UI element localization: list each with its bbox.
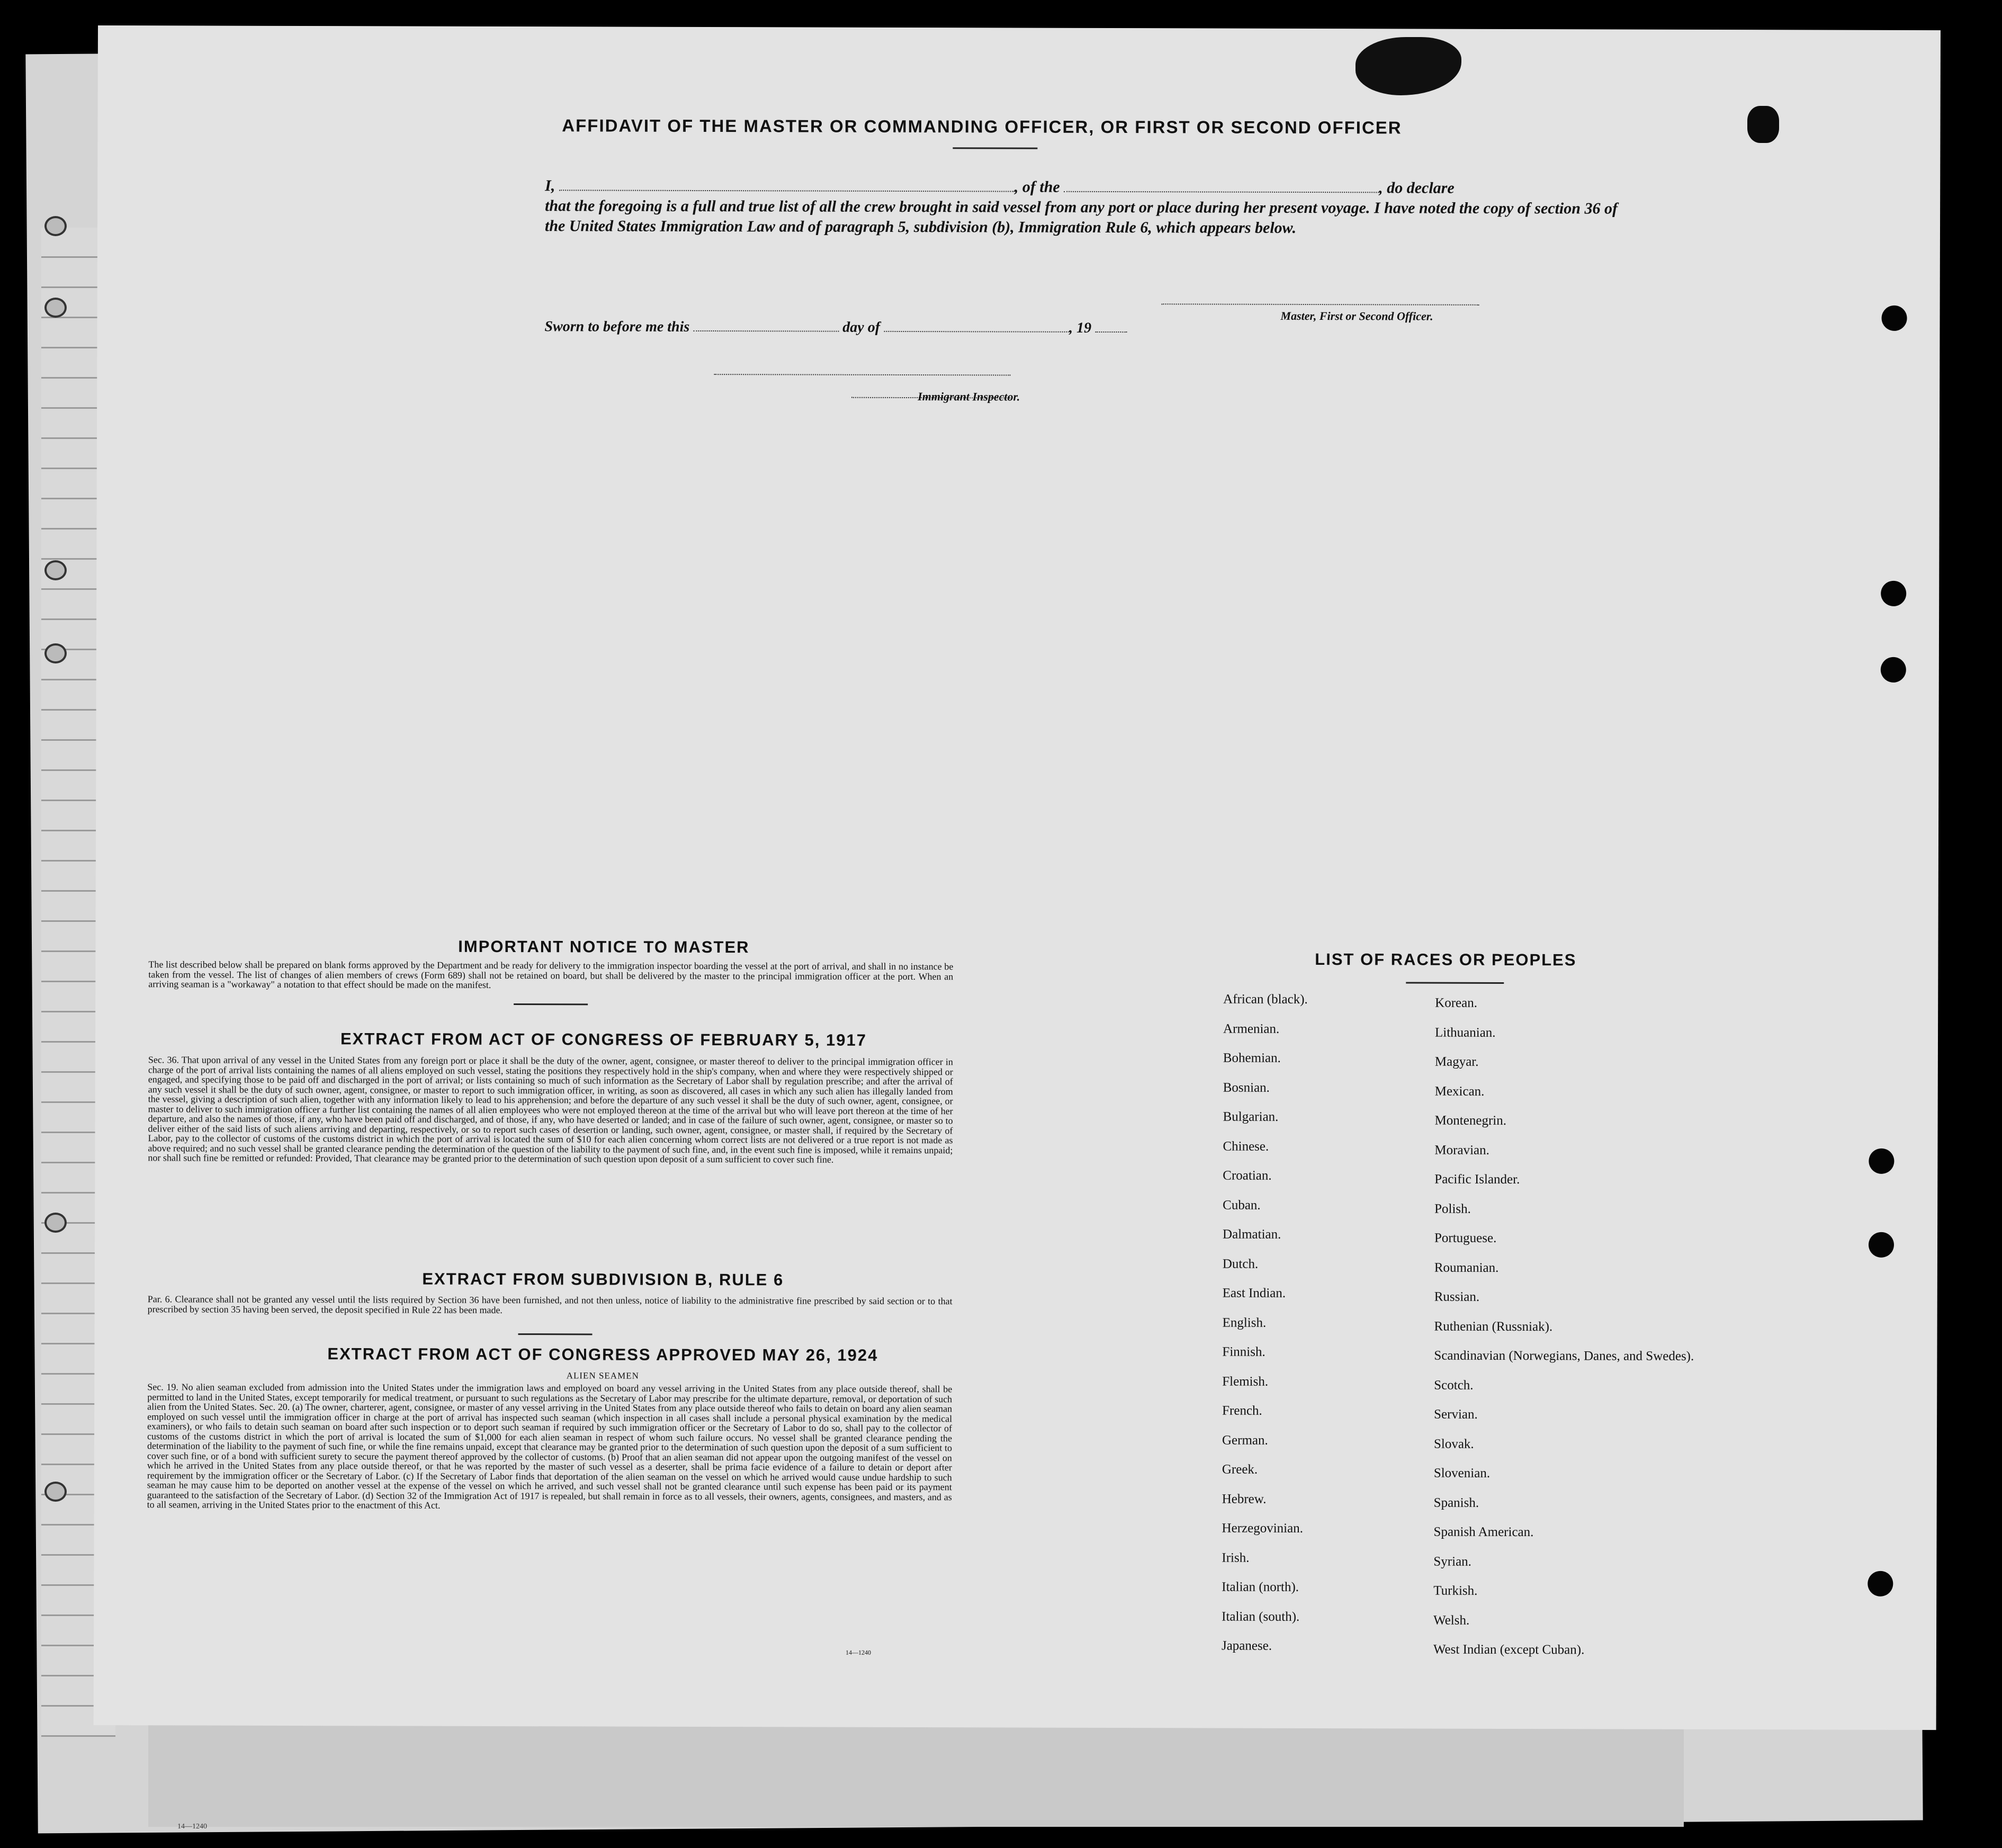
inspector-signature-line (714, 374, 1010, 375)
vessel-name-line (1064, 191, 1379, 193)
title-underline (953, 147, 1037, 149)
race-item: Herzegovinian. (1222, 1521, 1304, 1536)
race-item: Syrian. (1433, 1554, 1471, 1569)
race-item: Chinese. (1223, 1139, 1269, 1154)
race-item: Spanish. (1433, 1495, 1479, 1510)
race-item: Hebrew. (1222, 1492, 1267, 1506)
sworn-line (544, 317, 1127, 338)
extract-rule6-title: EXTRACT FROM SUBDIVISION B, RULE 6 (422, 1269, 784, 1289)
manifest-back-page (94, 25, 1941, 1730)
race-item: Magyar. (1434, 1054, 1479, 1069)
race-item: Scotch. (1434, 1378, 1474, 1393)
race-item: Croatian. (1223, 1168, 1272, 1183)
race-item: Bosnian. (1223, 1080, 1270, 1095)
race-item: Moravian. (1434, 1143, 1489, 1158)
punch-hole (1869, 1149, 1894, 1174)
race-item: West Indian (except Cuban). (1433, 1642, 1585, 1657)
notice-title: IMPORTANT NOTICE TO MASTER (458, 937, 750, 957)
punch-hole (1882, 306, 1907, 331)
races-column-2 (1433, 996, 1700, 1673)
race-item: Slovak. (1433, 1437, 1474, 1451)
races-underline (1406, 982, 1504, 983)
affidavit-title: AFFIDAVIT OF THE MASTER OR COMMANDING OFFICER, OR FIRST OR SECOND OFFICER (562, 115, 1402, 138)
sworn-year-line (1095, 331, 1127, 333)
year-label: , 19 (1069, 319, 1092, 336)
notice-underline (514, 1003, 588, 1005)
race-item: Italian (south). (1222, 1609, 1300, 1624)
race-item: Bohemian. (1223, 1051, 1281, 1065)
punch-hole (1869, 1232, 1894, 1258)
master-name-line (559, 190, 1015, 192)
sworn-label: Sworn to before me this (544, 318, 690, 335)
binder-hole (44, 298, 67, 318)
races-column-1 (1222, 992, 1435, 1669)
race-item: Russian. (1434, 1289, 1480, 1304)
binder-hole (44, 1213, 67, 1233)
race-item: French. (1222, 1403, 1262, 1418)
extract-rule6-body: Par. 6. Clearance shall not be granted any vessel until the lists required by Section 36 have been furnished, and not then unless, notice of liability to the administrative fine prescribed by said section or to that prescribed by section 35 having been served, the deposit specified in Rule 22 has been made. (147, 1294, 953, 1315)
rule6-underline (518, 1333, 592, 1335)
race-item: Bulgarian. (1223, 1109, 1279, 1124)
sworn-month-line (884, 331, 1069, 333)
race-item: Montenegrin. (1434, 1113, 1507, 1128)
race-item: Ruthenian (Russniak). (1434, 1319, 1553, 1334)
affidavit-declaration (545, 176, 1636, 239)
punch-hole (1868, 1571, 1893, 1596)
race-item: Slovenian. (1433, 1466, 1491, 1481)
race-item: Finnish. (1222, 1344, 1265, 1359)
race-item: German. (1222, 1433, 1268, 1448)
under-sheet-form-number: 14—1240 (177, 1823, 207, 1831)
extract-1924-title: EXTRACT FROM ACT OF CONGRESS APPROVED MAY 26, 1924 (327, 1344, 878, 1365)
race-item: Cuban. (1223, 1198, 1261, 1213)
i-label: I, (545, 177, 555, 195)
extract-1917-body: Sec. 36. That upon arrival of any vessel in the United States from any foreign port or place it shall be the duty of the owner, agent, consignee, or master thereof to deliver to the principal immigration officer in charge of the port of arrival lists containing the names of all aliens employed on such vessel, stating the positions they respectively hold in the ship's company, when and where they were respectively shipped or engaged, and specifying those to be paid off and discharged in the port of arrival; or lists containing so much of such information as the Secretary of Labor shall by regulation prescribe; and after the arrival of any such vessel it shall be the duty of such owner, agent, consignee, or master to report to such immigration officer, in writing, as soon as discovered, all cases in which any such alien has illegally landed from the vessel, giving a description of such alien, together with any information likely to lead to his apprehension; and before the departure of any such vessel it shall be the duty of such owner, agent, consignee, or master to deliver to such immigration officer a further list containing the names of all alien employees who were not employed thereon at the time of the arrival but who will leave port thereon at the time of her departure, and also the names of those, if any, who have been paid off and discharged, and of those, if any, who have deserted or landed; and in case of the failure of such owner, agent, consignee, or master so to deliver either of the said lists of such aliens arriving and departing, respectively, or so to report such cases of desertion or landing, such owner, agent, consignee, or master shall, if required by the Secretary of Labor, pay to the collector of customs of the customs district in which the port of arrival is located the sum of $10 for each alien concerning whom correct lists are not delivered or a true report is not made as above required; and no such vessel shall be granted clearance pending the determination of the question of the liability to the payment of such fine, and, in the event such fine is imposed, while it remains unpaid; nor shall such fine be remitted or refunded: Provided, That clearance may be granted prior to the determination of such question upon deposit of a sum sufficient to cover such fine. (148, 1054, 953, 1165)
notice-body: The list described below shall be prepared on blank forms approved by the Department and be ready for delivery to the immigration inspector boarding the vessel at the port of arrival, and shall in no instance be taken from the vessel. The list of changes of alien members of crews (Form 689) shall not be retained on board, but shall be delivered by the master to the principal immigration officer at the port. When an arriving seaman is a "workaway" a notation to that effect should be made on the manifest. (148, 959, 954, 990)
extract-1924-body: Sec. 19. No alien seaman excluded from admission into the United States under the immigration laws and employed on board any vessel arriving in the United States from any place outside thereof, shall be permitted to land in the United States, except temporarily for medical treatment, or pursuant to such regulations as the Secretary of Labor may prescribe for the ultimate departure, removal, or deportation of such alien from the United States. Sec. 20. (a) The owner, charterer, agent, consignee, or master of any vessel arriving in the United States from any place outside thereof who fails to detain on board any alien seaman employed on such vessel until the immigration officer in charge at the port of arrival has inspected such seaman (which inspection in all cases shall include a personal physical examination by the medical examiners), or who fails to detain such seaman on board after such inspection or to deport such seaman if required by such immigration officer or the Secretary of Labor to do so, shall pay to the collector of customs of the customs district in which the port of arrival is located the sum of $1,000 for each alien seaman in respect of whom such failure occurs. No vessel shall be granted clearance pending the determination of the liability to the payment of such fine, or while the fine remains unpaid, except that clearance may be granted prior to the determination of such question upon the deposit of a sum sufficient to cover such fine, or of a bond with sufficient surety to secure the payment thereof approved by the collector of customs. (b) Proof that an alien seaman did not appear upon the outgoing manifest of the vessel on which he arrived in the United States from any place outside thereof, or that he was reported by the master of such vessel as a deserter, shall be prima facie evidence of a failure to detain or deport after requirement by the immigration officer or the Secretary of Labor. (c) If the Secretary of Labor finds that deportation of the alien seaman on the vessel on which he arrived would cause undue hardship to such seaman he may cause him to be deported on another vessel at the expense of the vessel on which he arrived, and such vessel shall not be granted clearance until such expense has been paid or its payment guaranteed to the satisfaction of the Secretary of Labor. (d) Section 32 of the Immigration Act of 1917 is repealed, but shall remain in force as to all vessels, their owners, agents, consignees, and masters, and as to all seamen, arriving in the United States prior to the enactment of this Act. (147, 1381, 953, 1511)
race-item: English. (1222, 1315, 1267, 1330)
race-item: Dalmatian. (1222, 1227, 1281, 1242)
punch-hole (1881, 581, 1906, 606)
binder-hole (44, 1482, 67, 1502)
extract-1917-title: EXTRACT FROM ACT OF CONGRESS OF FEBRUARY 5, 1917 (340, 1029, 867, 1049)
race-item: Welsh. (1433, 1613, 1470, 1628)
race-item: Servian. (1434, 1407, 1478, 1422)
race-item: East Indian. (1222, 1286, 1286, 1300)
race-item: Pacific Islander. (1434, 1172, 1520, 1187)
torn-spot (1747, 106, 1779, 143)
day-of-label: day of (842, 319, 881, 336)
form-number: 14—1240 (845, 1648, 871, 1656)
affidavit-body: that the foregoing is a full and true list of all the crew brought in said vessel from any port or place during her present voyage. I have noted the copy of section 36 of the United States Immigration Law and of paragraph 5, subdivision (b), Immigration Rule 6, which appears below. (544, 197, 1618, 237)
race-item: Irish. (1222, 1550, 1250, 1565)
race-item: Turkish. (1433, 1583, 1478, 1598)
race-item: Roumanian. (1434, 1260, 1499, 1275)
extract-1924-subtitle: ALIEN SEAMEN (566, 1370, 639, 1381)
sworn-day-line (693, 330, 839, 332)
race-item: African (black). (1223, 992, 1308, 1007)
master-signature-label: Master, First or Second Officer. (1280, 309, 1433, 323)
binder-hole (44, 560, 67, 580)
races-title: LIST OF RACES OR PEOPLES (1315, 950, 1577, 970)
inspector-label: Immigrant Inspector. (918, 390, 1020, 403)
race-item: Lithuanian. (1434, 1025, 1496, 1040)
race-item: Japanese. (1221, 1638, 1272, 1653)
race-item: Polish. (1434, 1201, 1471, 1216)
race-item: Greek. (1222, 1462, 1258, 1477)
race-item: Dutch. (1222, 1257, 1259, 1271)
race-item: Italian (north). (1222, 1580, 1299, 1594)
race-item: Mexican. (1434, 1084, 1485, 1099)
punch-hole (1881, 657, 1906, 683)
race-item: Armenian. (1223, 1021, 1280, 1036)
of-the-label: , of the (1014, 178, 1060, 196)
race-item: Flemish. (1222, 1374, 1269, 1389)
binder-hole (44, 216, 67, 236)
race-item: Korean. (1435, 995, 1478, 1010)
race-item: Scandinavian (Norwegians, Danes, and Swedes). (1434, 1348, 1694, 1363)
binder-hole (44, 643, 67, 663)
do-declare-label: , do declare (1379, 179, 1455, 197)
race-item: Portuguese. (1434, 1231, 1497, 1245)
master-signature-line (1162, 303, 1479, 306)
race-item: Spanish American. (1433, 1524, 1534, 1540)
